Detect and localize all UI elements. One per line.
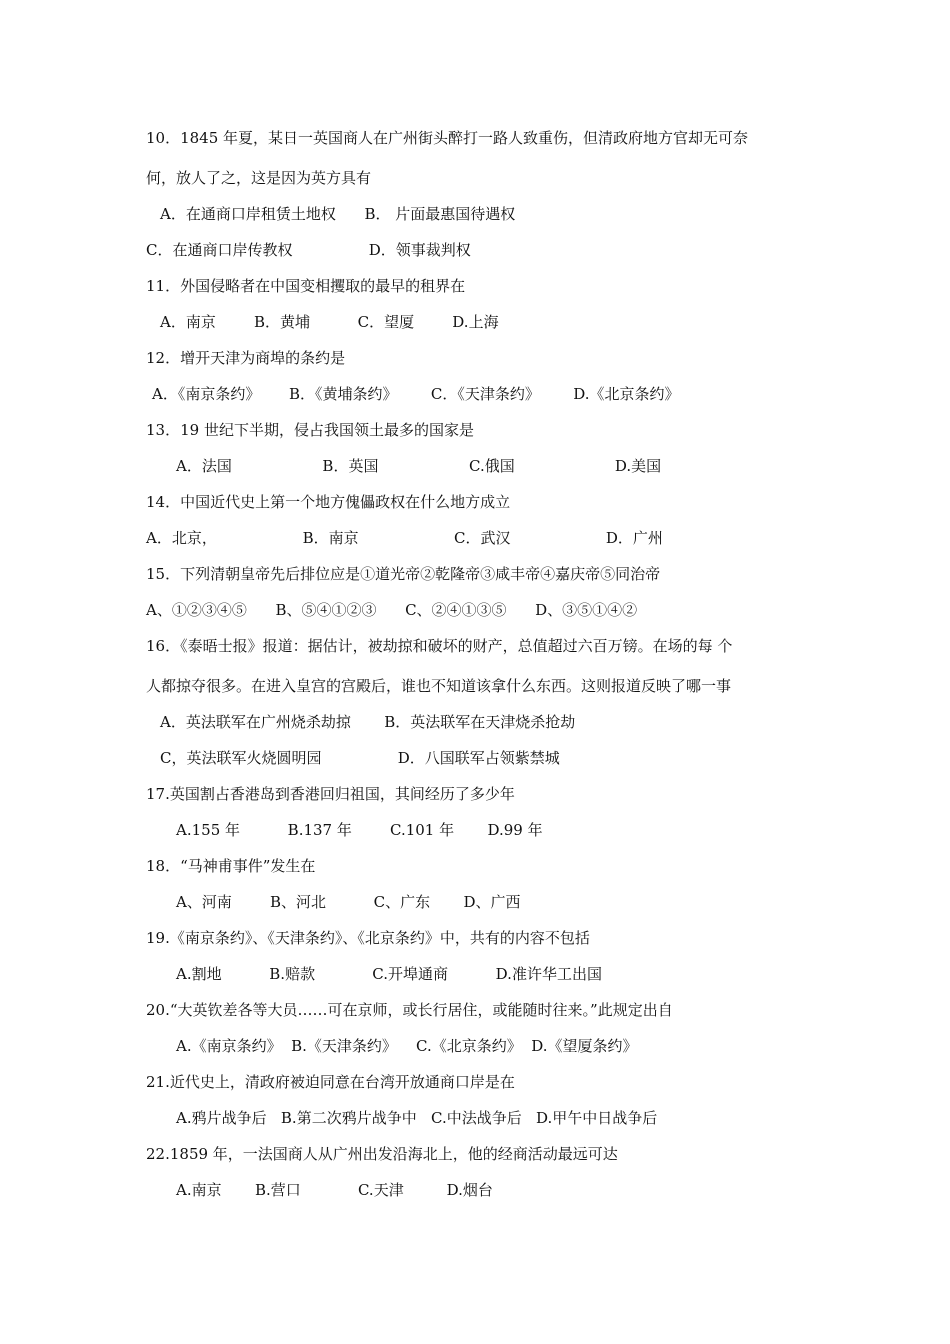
q16-options-line1: A．英法联军在广州烧杀劫掠 B．英法联军在天津烧杀抢劫	[160, 713, 576, 731]
q19-options: A.割地 B.赔款 C.开埠通商 D.准许华工出国	[176, 965, 602, 983]
q17-stem: 17.英国割占香港岛到香港回归祖国，其间经历了多少年	[146, 785, 515, 803]
q15-options: A、①②③④⑤ B、⑤④①②③ C、②④①③⑤ D、③⑤①④②	[146, 601, 638, 619]
q22-stem: 22.1859 年，一法国商人从广州出发沿海北上，他的经商活动最远可达	[146, 1145, 618, 1163]
q14-stem: 14．中国近代史上第一个地方傀儡政权在什么地方成立	[146, 493, 511, 511]
q20-stem: 20.“大英钦差各等大员……可在京师，或长行居住，或能随时往来。”此规定出自	[146, 1001, 673, 1019]
q12-stem: 12．增开天津为商埠的条约是	[146, 349, 346, 367]
q11-options: A．南京 B．黄埔 C．望厦 D.上海	[160, 313, 499, 331]
q17-options: A.155 年 B.137 年 C.101 年 D.99 年	[176, 821, 543, 839]
q15-stem: 15．下列清朝皇帝先后排位应是①道光帝②乾隆帝③咸丰帝④嘉庆帝⑤同治帝	[146, 565, 661, 583]
q10-stem-line2: 何，放人了之，这是因为英方具有	[146, 169, 372, 187]
q19-stem: 19.《南京条约》、《天津条约》、《北京条约》中，共有的内容不包括	[146, 929, 590, 947]
q16-options-line2: C，英法联军火烧圆明园 D．八国联军占领紫禁城	[160, 749, 560, 767]
q20-options: A.《南京条约》 B.《天津条约》 C.《北京条约》 D.《望厦条约》	[176, 1037, 638, 1055]
q16-stem-line2: 人都掠夺很多。在进入皇宫的宫殿后，谁也不知道该拿什么东西。这则报道反映了哪一事	[146, 677, 732, 695]
q11-stem: 11．外国侵略者在中国变相攫取的最早的租界在	[146, 277, 466, 295]
q13-stem: 13．19 世纪下半期，侵占我国领土最多的国家是	[146, 421, 474, 439]
q22-options: A.南京 B.营口 C.天津 D.烟台	[176, 1181, 493, 1199]
q10-stem-line1: 10．1845 年夏，某日一英国商人在广州街头醉打一路人致重伤，但清政府地方官却无可奈	[146, 129, 749, 147]
q21-stem: 21.近代史上，清政府被迫同意在台湾开放通商口岸是在	[146, 1073, 515, 1091]
q10-options-line1: A．在通商口岸租赁土地权 B． 片面最惠国待遇权	[160, 205, 516, 223]
q18-stem: 18．“马神甫事件”发生在	[146, 857, 316, 875]
q16-stem-line1: 16．《泰晤士报》报道：据估计，被劫掠和破坏的财产，总值超过六百万镑。在场的每 个	[146, 637, 733, 655]
q12-options: A．《南京条约》 B．《黄埔条约》 C．《天津条约》 D.《北京条约》	[152, 385, 680, 403]
q10-options-line2: C．在通商口岸传教权 D．领事裁判权	[146, 241, 471, 259]
q13-options: A．法国 B．英国 C.俄国 D.美国	[176, 457, 662, 475]
q21-options: A.鸦片战争后 B.第二次鸦片战争中 C.中法战争后 D.甲午中日战争后	[176, 1109, 658, 1127]
q18-options: A、河南 B、河北 C、广东 D、广西	[176, 893, 521, 911]
q14-options: A．北京， B．南京 C．武汉 D．广州	[146, 529, 663, 547]
